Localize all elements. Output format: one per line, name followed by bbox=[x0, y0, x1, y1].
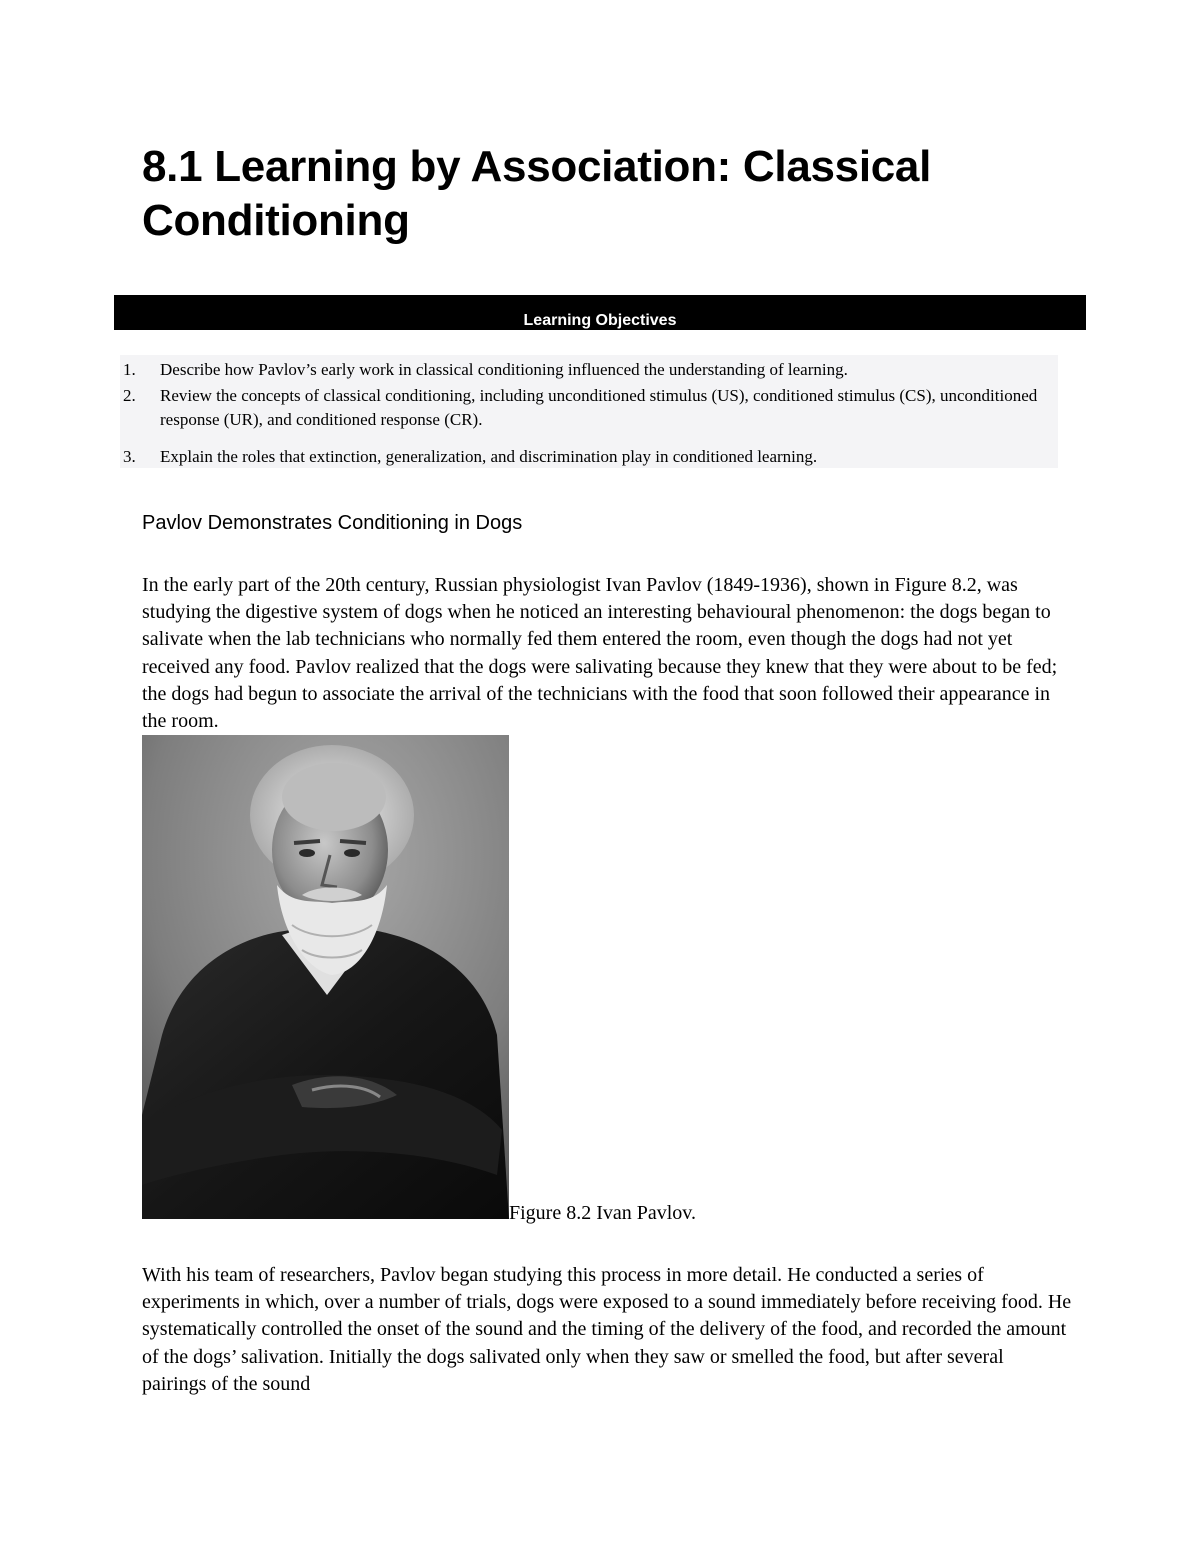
learning-objectives-heading: Learning Objectives bbox=[523, 312, 677, 329]
body-paragraph: In the early part of the 20th century, Russian physiologist Ivan Pavlov (1849-1936), shown in Figure 8.2, was studying the digestive system of dogs when he noticed an interesting behavioural phenomenon: the dogs began to salivate when the lab technicians who normally fed them entered the room, even though the dogs had not yet received any food. Pavlov realized that the dogs were salivating because they knew that they were about to be fed; the dogs had begun to associate the arrival of the technicians with the food that soon followed their appearance in the room. bbox=[142, 574, 1058, 733]
portrait-photo bbox=[142, 735, 509, 1219]
body-paragraph: With his team of researchers, Pavlov began studying this process in more detail. He conducted a series of experiments in which, over a number of trials, dogs were exposed to a sound immediately before receiving food. He systematically controlled the onset of the sound and the timing of the delivery of the food, and recorded the amount of the dogs’ salivation. Initially the dogs salivated only when they saw or smelled the food, but after several pairings of the sound bbox=[142, 1264, 1072, 1395]
objective-text: Review the concepts of classical conditioning, including unconditioned stimulus (US), conditioned stimulus (CS), unconditioned response (UR), and conditioned response (CR). bbox=[160, 386, 1038, 429]
objective-text: Describe how Pavlov’s early work in classical conditioning influenced the understanding of learning. bbox=[160, 360, 848, 379]
learning-objectives-list bbox=[120, 355, 1058, 468]
objective-number: 3. bbox=[123, 447, 136, 466]
page-title: 8.1 Learning by Association: Classical Conditioning bbox=[142, 142, 932, 245]
learning-objectives-header bbox=[114, 295, 1086, 330]
section-heading: Pavlov Demonstrates Conditioning in Dogs bbox=[142, 512, 523, 534]
objective-number: 1. bbox=[123, 360, 136, 379]
figure-caption: Figure 8.2 Ivan Pavlov. bbox=[509, 1202, 697, 1224]
objective-text: Explain the roles that extinction, generalization, and discrimination play in conditioned learning. bbox=[160, 447, 818, 466]
objective-number: 2. bbox=[123, 386, 136, 405]
